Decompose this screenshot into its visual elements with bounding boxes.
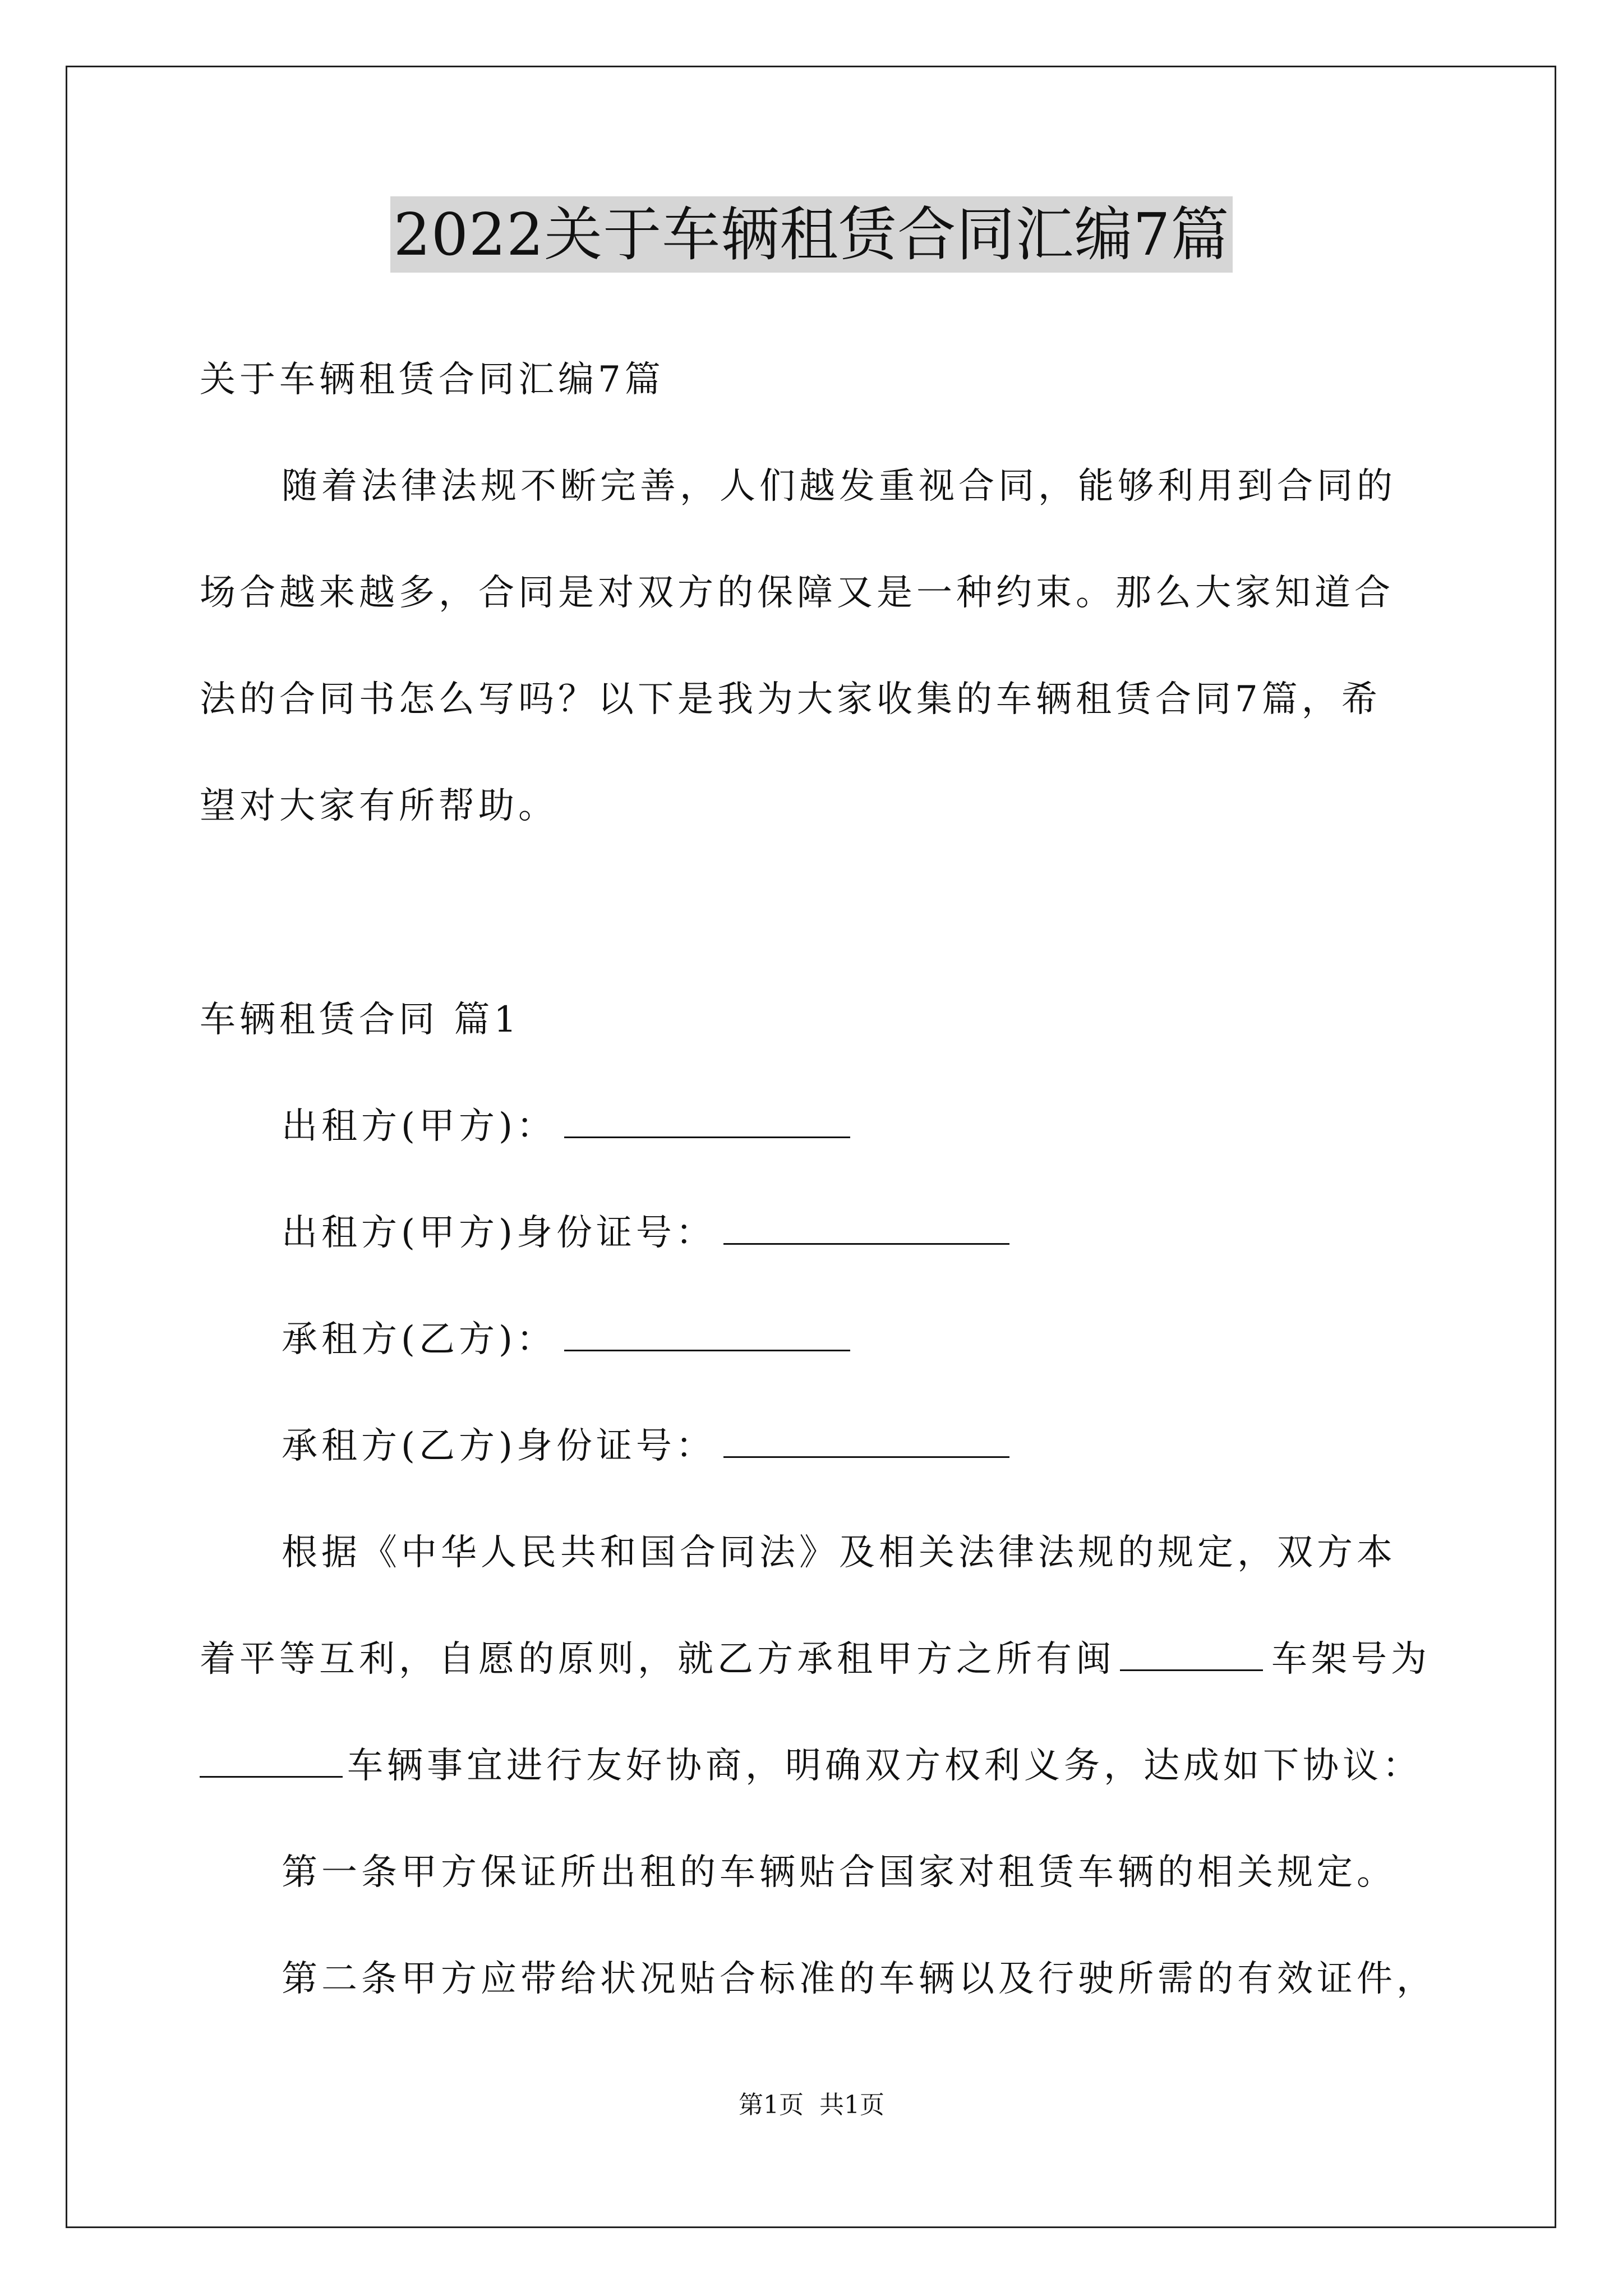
total-pages: 共1页 xyxy=(819,2091,884,2119)
lessor-id-field xyxy=(282,1211,1009,1255)
article-2: 第二条甲方应带给状况贴合标准的车辆以及行驶所需的有效证件， xyxy=(282,1958,1436,2000)
lessor-name-label: 出租方(甲方)： xyxy=(282,1106,556,1147)
lessee-id-label: 承租方(乙方)身份证号： xyxy=(282,1425,716,1467)
lessor-name-blank xyxy=(564,1104,850,1138)
lessee-name-field xyxy=(282,1317,850,1362)
agreement-line-1: 根据《中华人民共和国合同法》及相关法律法规的规定，双方本 xyxy=(282,1532,1396,1573)
agreement-line-2 xyxy=(200,1637,1427,1682)
lessor-id-blank xyxy=(723,1211,1009,1245)
agreement-line-3-text: 车辆事宜进行友好协商，明确双方权利义务，达成如下协议： xyxy=(347,1745,1422,1787)
page-footer xyxy=(0,2090,1623,2121)
vin-blank xyxy=(200,1743,343,1778)
intro-line-3: 法的合同书怎么写吗？以下是我为大家收集的车辆租赁合同7篇，希 xyxy=(200,679,1381,720)
lessor-name-field xyxy=(282,1104,850,1149)
article-1: 第一条甲方保证所出租的车辆贴合国家对租赁车辆的相关规定。 xyxy=(282,1852,1396,1893)
lessee-id-blank xyxy=(723,1424,1009,1458)
lessee-id-field xyxy=(282,1424,1009,1469)
lessor-id-label: 出租方(甲方)身份证号： xyxy=(282,1212,716,1254)
section-heading: 车辆租赁合同 篇1 xyxy=(200,999,521,1041)
intro-line-1: 随着法律法规不断完善，人们越发重视合同，能够利用到合同的 xyxy=(282,466,1396,507)
lessee-name-blank xyxy=(564,1317,850,1351)
agreement-line-2-text: 着平等互利，自愿的原则，就乙方承租甲方之所有闽 xyxy=(200,1639,1115,1680)
document-title: 2022关于车辆租赁合同汇编7篇 xyxy=(390,196,1233,273)
plate-number-blank xyxy=(1120,1637,1263,1671)
lessee-name-label: 承租方(乙方)： xyxy=(282,1319,556,1360)
page-number: 第1页 xyxy=(739,2091,804,2119)
intro-line-2: 场合越来越多，合同是对双方的保障又是一种约束。那么大家知道合 xyxy=(200,572,1394,614)
title-container xyxy=(0,196,1623,273)
intro-line-4: 望对大家有所帮助。 xyxy=(200,785,558,827)
agreement-line-3 xyxy=(200,1743,1422,1788)
document-subtitle: 关于车辆租赁合同汇编7篇 xyxy=(200,359,665,401)
agreement-line-2-tail: 车架号为 xyxy=(1267,1639,1427,1680)
